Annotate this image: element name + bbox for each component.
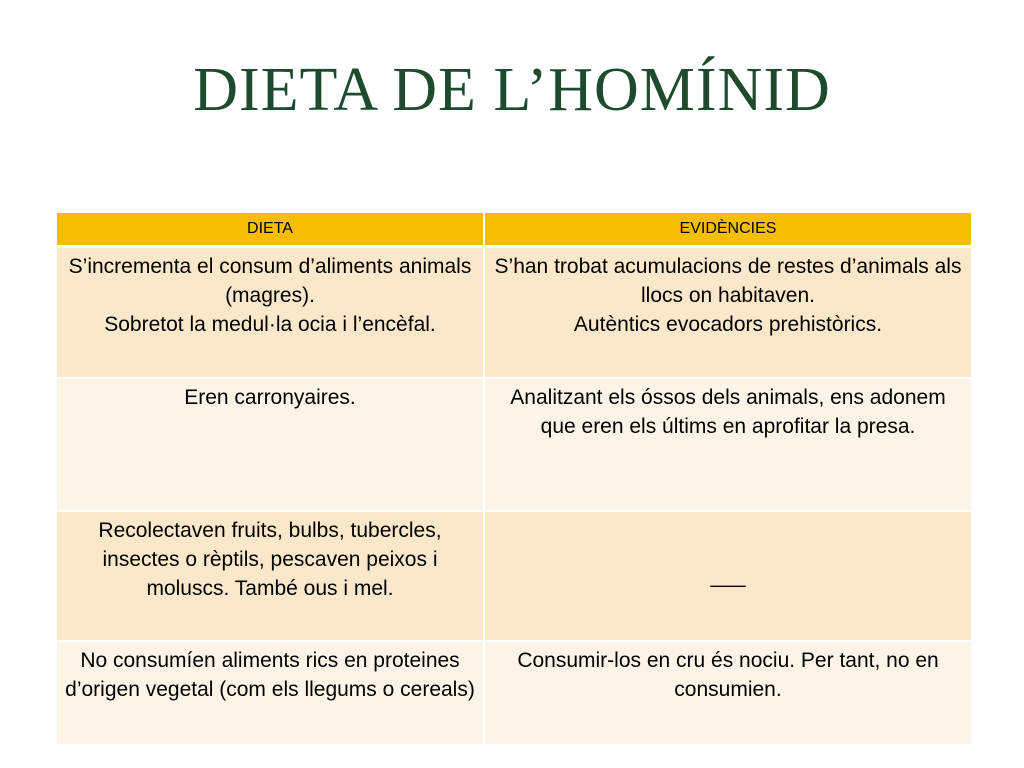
evidence-text: Autèntics evocadors prehistòrics. xyxy=(573,313,883,336)
diet-cell xyxy=(57,247,484,379)
diet-cell xyxy=(57,641,484,745)
header-diet: DIETA xyxy=(57,213,484,247)
diet-cell xyxy=(57,511,484,641)
diet-text: Recolectaven fruits, bulbs, tubercles, insectes o rèptils, pescaven peixos i moluscs. També ous i mel. xyxy=(98,519,442,600)
evidence-text: Consumir-los en cru és nociu. Per tant, no en consumien. xyxy=(517,649,939,701)
diet-text: Eren carronyaires. xyxy=(184,386,356,409)
diet-evidence-table xyxy=(57,213,971,746)
evidence-cell xyxy=(484,247,971,379)
evidence-text: ___ xyxy=(710,564,746,588)
table-row xyxy=(57,247,971,379)
slide-title: DIETA DE L’HOMÍNID xyxy=(193,56,831,124)
evidence-cell xyxy=(484,511,971,641)
evidence-text: S’han trobat acumulacions de restes d’animals als llocs on habitaven. xyxy=(494,255,962,307)
table-row xyxy=(57,511,971,641)
evidence-cell xyxy=(484,641,971,745)
table-row xyxy=(57,641,971,745)
table-header-row xyxy=(57,213,971,247)
diet-text: Sobretot la medul·la ocia i l’encèfal. xyxy=(104,313,436,336)
diet-cell xyxy=(57,378,484,511)
diet-text: No consumíen aliments rics en proteines d’origen vegetal (com els llegums o cereals) xyxy=(65,649,475,701)
diet-text: S’incrementa el consum d’aliments animals (magres). xyxy=(68,255,472,307)
evidence-text: Analitzant els óssos dels animals, ens adonem que eren els últims en aprofitar la presa. xyxy=(510,386,946,438)
header-evidence: EVIDÈNCIES xyxy=(484,213,971,247)
evidence-cell xyxy=(484,378,971,511)
table-row xyxy=(57,378,971,511)
